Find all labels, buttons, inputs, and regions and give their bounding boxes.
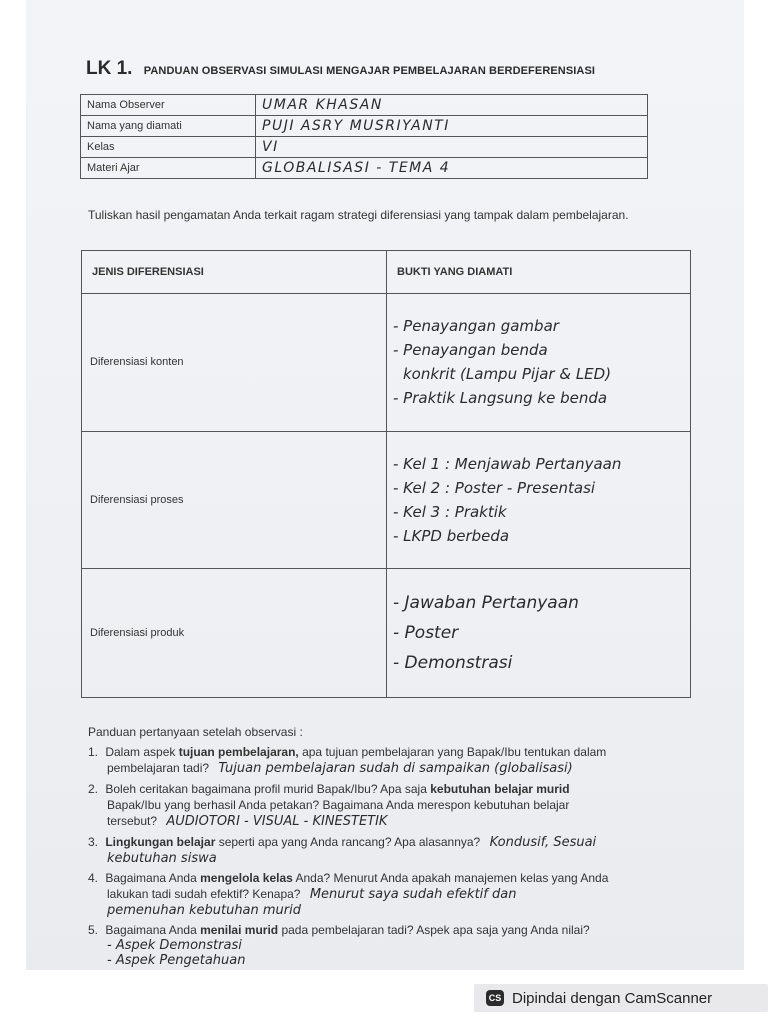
- info-row: [81, 116, 648, 137]
- handwritten-answer: Tujuan pembelajaran sudah di sampaikan (globalisasi): [218, 761, 573, 776]
- title-code: LK 1.: [86, 58, 133, 79]
- question-text: apa tujuan pembelajaran yang Bapak/Ibu tentukan dalam: [298, 745, 607, 759]
- info-label: Nama yang diamati: [81, 116, 256, 137]
- evidence-line: - LKPD berbeda: [393, 526, 510, 545]
- title-text: PANDUAN OBSERVASI SIMULASI MENGAJAR PEMBELAJARAN BERDEFERENSIASI: [143, 65, 596, 77]
- question-keyword: kebutuhan belajar murid: [430, 782, 570, 796]
- info-label: Kelas: [81, 137, 256, 158]
- handwritten-answer: Menurut saya sudah efektif dan: [309, 887, 517, 902]
- watermark-label: Dipindai dengan CamScanner: [512, 989, 713, 1007]
- question-text: Anda? Menurut Anda apakah manajemen kelas yang Anda: [292, 871, 609, 885]
- question-keyword: tujuan pembelajaran,: [178, 745, 299, 759]
- info-row: [81, 158, 648, 179]
- table-row: [82, 294, 691, 432]
- evidence-line: - Kel 3 : Praktik: [393, 502, 507, 521]
- question-text: Bagaimana Anda: [105, 923, 201, 937]
- question-continuation: [88, 813, 708, 830]
- camscanner-watermark: [474, 984, 768, 1012]
- row-label-product: Diferensiasi produk: [82, 569, 387, 698]
- question-text: lakukan tadi sudah efektif? Kenapa?: [107, 887, 301, 901]
- handwritten-answer: pemenuhan kebutuhan murid: [107, 903, 302, 918]
- question-4: [88, 870, 708, 918]
- question-text: seperti apa yang Anda rancang? Apa alasannya?: [215, 835, 481, 849]
- info-value: UMAR KHASAN: [256, 95, 648, 116]
- evidence-line: - Penayangan benda: [393, 341, 548, 360]
- info-value: VI: [256, 137, 648, 158]
- handwritten-answer: AUDIOTORI - VISUAL - KINESTETIK: [166, 814, 388, 829]
- question-keyword: menilai murid: [200, 923, 279, 937]
- question-keyword: Lingkungan belajar: [105, 835, 216, 849]
- evidence-line: - Praktik Langsung ke benda: [393, 389, 608, 408]
- handwritten-answer: kebutuhan siswa: [107, 851, 217, 866]
- question-2: [88, 781, 708, 830]
- row-label-content: Diferensiasi konten: [82, 294, 387, 432]
- table-row: [82, 569, 691, 698]
- question-text: Bagaimana Anda: [105, 871, 201, 885]
- column-header-evidence: BUKTI YANG DIAMATI: [387, 251, 691, 294]
- guide-heading: Panduan pertanyaan setelah observasi :: [88, 725, 303, 739]
- question-number: 1.: [88, 745, 99, 759]
- question-continuation: [88, 886, 708, 903]
- evidence-line: - Penayangan gambar: [393, 317, 559, 336]
- evidence-line: - Jawaban Pertanyaan: [393, 593, 579, 613]
- evidence-line: - Kel 2 : Poster - Presentasi: [393, 478, 596, 497]
- question-3: [88, 834, 708, 866]
- column-header-type: JENIS DIFERENSIASI: [82, 251, 387, 294]
- question-1: [88, 744, 708, 777]
- table-header-row: [82, 251, 691, 294]
- post-observation-guide: [88, 724, 708, 968]
- info-label: Nama Observer: [81, 95, 256, 116]
- handwritten-answer: - Aspek Demonstrasi: [107, 938, 242, 953]
- handwritten-answer: - Aspek Pengetahuan: [107, 953, 246, 968]
- info-value: GLOBALISASI - TEMA 4: [256, 158, 648, 179]
- info-row: [81, 137, 648, 158]
- question-continuation: [88, 760, 708, 777]
- evidence-line: konkrit (Lampu Pijar & LED): [403, 365, 612, 384]
- info-row: [81, 95, 648, 116]
- question-text: pembelajaran tadi?: [107, 761, 210, 775]
- instruction-text: Tuliskan hasil pengamatan Anda terkait ragam strategi diferensiasi yang tampak dalam pembelajaran.: [88, 208, 629, 222]
- observer-info-table: [80, 94, 648, 179]
- question-text: Dalam aspek: [105, 745, 179, 759]
- question-number: 4.: [88, 871, 99, 885]
- info-value: PUJI ASRY MUSRIYANTI: [256, 116, 648, 137]
- evidence-product: [387, 569, 691, 698]
- row-label-process: Diferensiasi proses: [82, 431, 387, 569]
- question-text: pada pembelajaran tadi? Aspek apa saja yang Anda nilai?: [278, 923, 590, 937]
- question-text: Boleh ceritakan bagaimana profil murid Bapak/Ibu? Apa saja: [105, 782, 431, 796]
- evidence-line: - Demonstrasi: [393, 653, 513, 673]
- question-continuation: Bapak/Ibu yang berhasil Anda petakan? Bagaimana Anda merespon kebutuhan belajar: [107, 798, 570, 812]
- evidence-line: - Poster: [393, 623, 459, 643]
- info-label: Materi Ajar: [81, 158, 256, 179]
- table-row: [82, 431, 691, 569]
- question-number: 3.: [88, 835, 99, 849]
- evidence-process: [387, 431, 691, 569]
- camscanner-logo-icon: CS: [486, 990, 504, 1006]
- question-number: 2.: [88, 782, 99, 796]
- question-keyword: mengelola kelas: [200, 871, 293, 885]
- question-number: 5.: [88, 923, 99, 937]
- evidence-content: [387, 294, 691, 432]
- differentiation-table: [81, 250, 691, 698]
- page-title: [86, 58, 595, 80]
- handwritten-answer: Kondusif, Sesuai: [489, 835, 597, 850]
- question-text: tersebut?: [107, 814, 158, 828]
- evidence-line: - Kel 1 : Menjawab Pertanyaan: [393, 454, 622, 473]
- question-5: [88, 922, 708, 968]
